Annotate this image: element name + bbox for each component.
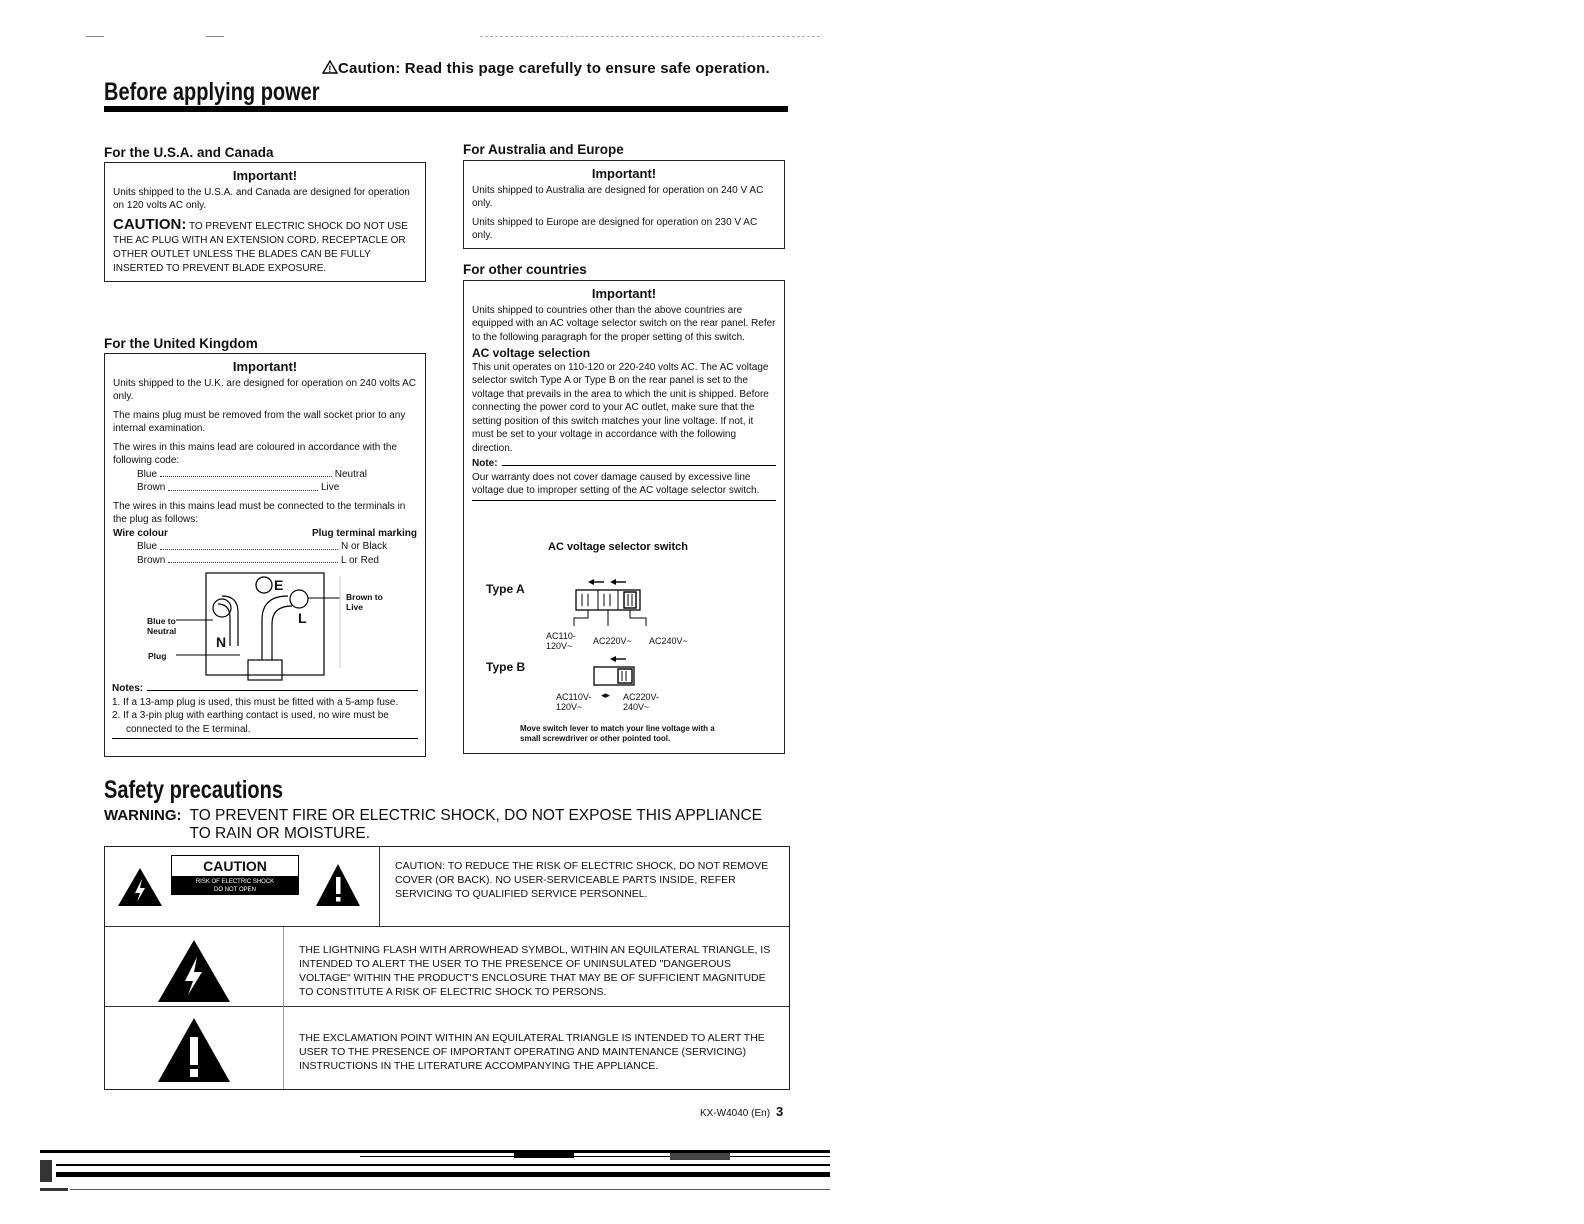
uk-code-row [113, 481, 367, 495]
uk-code-wire: Blue [137, 468, 158, 480]
type-b-switch [590, 655, 640, 687]
warning-text: TO PREVENT FIRE OR ELECTRIC SHOCK, DO NOT EXPOSE THIS APPLIANCE TO RAIN OR MOISTURE. [189, 807, 762, 842]
uk-col-plug: Plug terminal marking [311, 527, 417, 539]
scan-mark-top [206, 36, 224, 37]
uk-terminal-wire: Blue [137, 541, 158, 552]
caution-header-text: Caution: Read this page carefully to ensure safe operation. [338, 60, 770, 77]
caution-sign-sub1: RISK OF ELECTRIC SHOCK [195, 879, 275, 885]
other-note-label: Note: [472, 458, 498, 469]
scan-artifact [40, 1160, 52, 1182]
arrows-icon: ◂▸ [601, 690, 611, 700]
other-p2: This unit operates on 110-120 or 220-240 volts AC. The AC voltage selector switch Type A or Type B on the rear panel is set to the voltage that prevails in the area to which the unit is shipped. Before connecting the power cord to your AC outlet, make sure that the setting position of this switch matches your line voltage. If not, it must be set to your voltage in accordance with the following direction. [472, 361, 769, 454]
diagram-label-l: L [298, 610, 307, 626]
type-a-label: Type A [486, 582, 525, 596]
uk-terminal-row [113, 540, 401, 554]
usa-caution-label: CAUTION: [113, 215, 187, 233]
usa-heading: For the U.S.A. and Canada [104, 145, 274, 160]
uk-heading: For the United Kingdom [104, 336, 258, 351]
warning-statement [104, 807, 804, 843]
uk-code-meaning: Live [321, 482, 340, 493]
australia-important: Important! [591, 166, 657, 181]
uk-terminal-wire: Brown [137, 554, 166, 566]
safety-title: Safety precautions [104, 776, 283, 804]
caution-sign-title: CAUTION [171, 855, 299, 877]
other-note: Our warranty does not cover damage caused by excessive line voltage due to improper setting of the AC voltage selector switch. [472, 471, 760, 496]
title-rule [104, 106, 788, 112]
uk-code-row [113, 468, 367, 482]
diagram-label-brown: Brown to Live [346, 592, 383, 612]
svg-text:!: ! [328, 64, 332, 74]
uk-notes [112, 682, 418, 739]
other-heading: For other countries [463, 262, 587, 277]
switch-instruction: Move switch lever to match your line voltage with a small screwdriver or other pointed tool. [520, 724, 715, 743]
warning-triangle-icon [322, 60, 338, 74]
caution-header [322, 60, 770, 77]
page-title: Before applying power [104, 78, 320, 106]
usa-box [104, 162, 426, 282]
type-b-label-right: AC220V- 240V~ [623, 692, 660, 712]
uk-notes-label: Notes: [112, 683, 144, 694]
caution-label-sign [171, 855, 299, 897]
uk-p2: The mains plug must be removed from the wall socket prior to any internal examination. [113, 409, 406, 434]
type-b-label: Type B [486, 660, 526, 674]
safety-row1-text: CAUTION: TO REDUCE THE RISK OF ELECTRIC SHOCK, DO NOT REMOVE COVER (OR BACK). NO USER-SERVICEABLE PARTS INSIDE, REFER SERVICING TO QUALIFIED SERVICE PERSONNEL. [395, 860, 769, 900]
diagram-label-e: E [274, 577, 284, 593]
uk-terminal-marking: N or Black [341, 541, 388, 552]
type-b-label-left: AC110V- 120V~ [556, 692, 592, 712]
scan-dashed-line [480, 36, 820, 37]
australia-heading: For Australia and Europe [463, 142, 624, 157]
scan-artifact [56, 1164, 830, 1166]
lightning-triangle-icon [117, 867, 163, 907]
uk-note-item: 1. If a 13-amp plug is used, this must be fitted with a 5-amp fuse. [112, 696, 399, 708]
safety-row2-text: THE LIGHTNING FLASH WITH ARROWHEAD SYMBOL, WITHIN AN EQUILATERAL TRIANGLE, IS INTENDED TO ALERT THE USER TO THE PRESENCE OF UNINSULATED "DANGEROUS VOLTAGE" WITHIN THE PRODUCT'S ENCLOSURE THAT MAY BE OF SUFFICIENT MAGNITUDE TO CONSTITUTE A RISK OF ELECTRIC SHOCK TO PERSONS. [299, 944, 771, 998]
scan-mark-top [86, 36, 104, 37]
lightning-triangle-icon [157, 939, 231, 1003]
uk-terminal-row [113, 554, 401, 568]
type-a-switch [570, 576, 650, 630]
model-number: KX-W4040 (En) [700, 1108, 771, 1119]
uk-p3: The wires in this mains lead are coloured in accordance with the following code: [113, 441, 398, 466]
uk-important: Important! [232, 359, 298, 374]
other-p1: Units shipped to countries other than the above countries are equipped with an AC voltage selector switch on the rear panel. Refer to the following paragraph for the proper setting of this switch. [472, 304, 776, 343]
other-note-header [472, 457, 776, 471]
footer-reference [700, 1104, 783, 1119]
exclamation-triangle-icon [315, 863, 361, 907]
scan-artifact [360, 1156, 830, 1157]
scan-artifact [40, 1188, 68, 1191]
uk-p4: The wires in this mains lead must be connected to the terminals in the plug as follows: [113, 500, 406, 525]
caution-sign-sub2: DO NOT OPEN [214, 887, 256, 893]
uk-code-meaning: Neutral [334, 468, 367, 480]
uk-p1: Units shipped to the U.K. are designed for operation on 240 volts AC only. [113, 377, 416, 402]
uk-code-wire: Brown [137, 482, 166, 493]
usa-caution-text: TO PREVENT ELECTRIC SHOCK DO NOT USE THE AC PLUG WITH AN EXTENSION CORD, RECEPTACLE OR OTHER OUTLET UNLESS THE BLADES CAN BE FULLY INSERTED TO PREVENT BLADE EXPOSURE. [113, 220, 408, 274]
uk-note-item: 2. If a 3-pin plug with earthing contact is used, no wire must be connected to the E terminal. [112, 710, 389, 735]
scan-artifact [670, 1153, 730, 1160]
diagram-label-blue: Blue to Neutral [147, 616, 177, 636]
scan-artifact [514, 1152, 574, 1158]
other-important: Important! [591, 286, 657, 301]
exclamation-triangle-icon [157, 1017, 231, 1083]
scan-artifact [70, 1189, 830, 1190]
ac-selection-heading: AC voltage selection [472, 346, 591, 360]
type-a-label-110: AC110- 120V~ [546, 631, 576, 651]
diagram-label-plug: Plug [148, 651, 167, 661]
uk-notes-header [112, 682, 418, 696]
uk-terminal-marking: L or Red [341, 554, 379, 566]
usa-important: Important! [232, 168, 298, 183]
australia-p2: Units shipped to Europe are designed for operation on 230 V AC only. [472, 216, 758, 241]
type-a-label-220: AC220V~ [593, 636, 632, 646]
diagram-label-n: N [216, 634, 227, 650]
safety-row3-text: THE EXCLAMATION POINT WITHIN AN EQUILATERAL TRIANGLE IS INTENDED TO ALERT THE USER TO THE PRESENCE OF IMPORTANT OPERATING AND MAINTENANCE (SERVICING) INSTRUCTIONS IN THE LITERATURE ACCOMPANYING THE APPLIANCE. [299, 1032, 765, 1072]
australia-box [463, 160, 785, 249]
page-number: 3 [776, 1104, 784, 1119]
scan-artifact [56, 1172, 830, 1177]
usa-text: Units shipped to the U.S.A. and Canada are designed for operation on 120 volts AC only. [113, 186, 410, 211]
australia-p1: Units shipped to Australia are designed for operation on 240 V AC only. [472, 184, 764, 209]
uk-terminal-header [113, 527, 417, 541]
warning-label: WARNING: [104, 807, 182, 824]
type-a-label-240: AC240V~ [649, 636, 688, 646]
uk-col-wire: Wire colour [113, 527, 168, 539]
switch-title: AC voltage selector switch [548, 541, 688, 553]
safety-symbols-table [104, 846, 790, 1090]
